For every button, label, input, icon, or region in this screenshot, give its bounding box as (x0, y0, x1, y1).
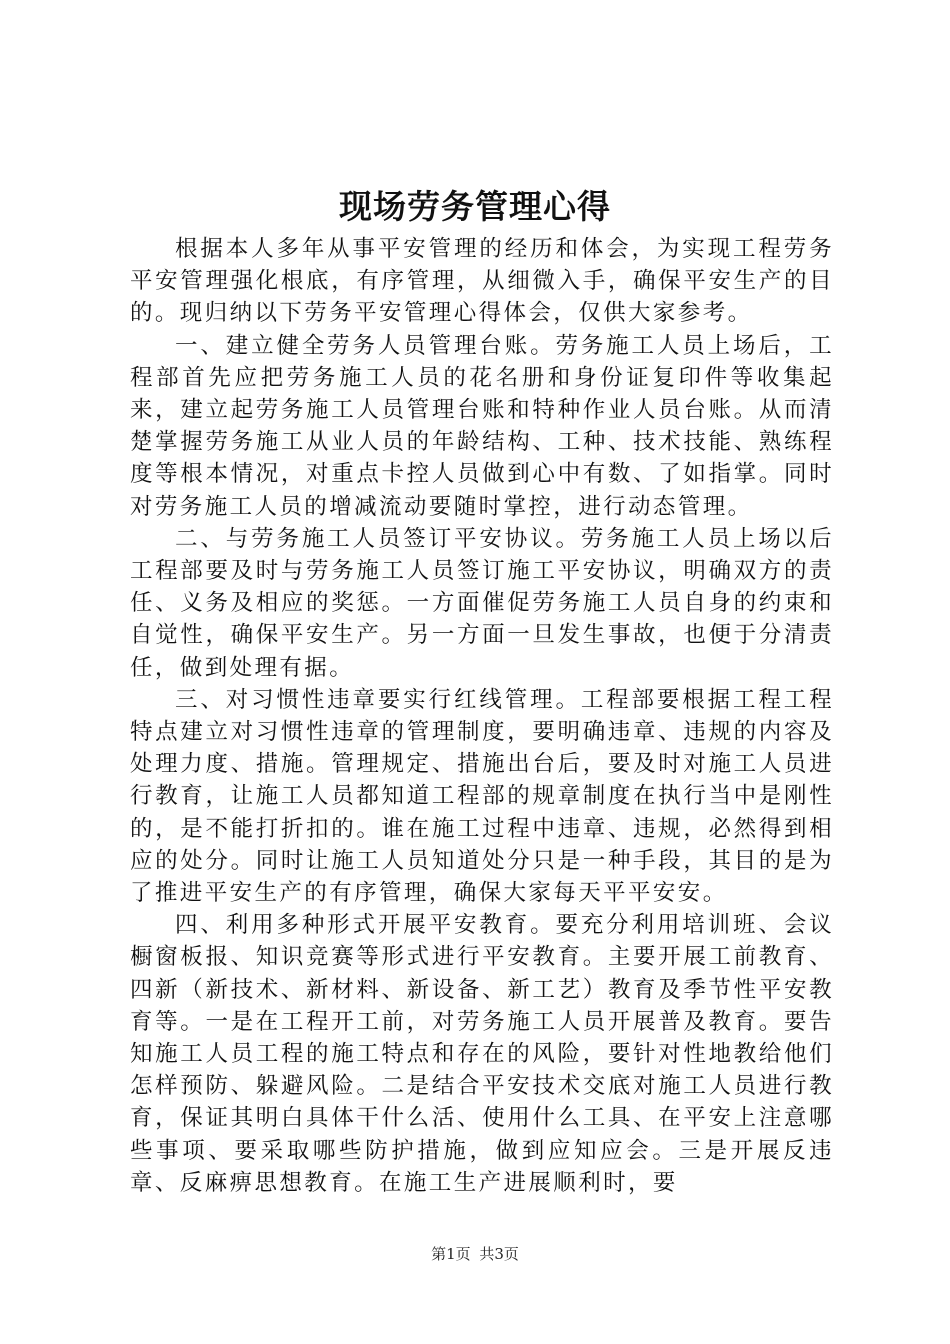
paragraph-section-3: 三、对习惯性违章要实行红线管理。工程部要根据工程工程特点建立对习惯性违章的管理制度，要明确违章、违规的内容及处理力度、措施。管理规定、措施出台后，要及时对施工人员进行教育，让施工人员都知道工程部的规章制度在执行当中是刚性的，是不能打折扣的。谁在施工过程中违章、违规，必然得到相应的处分。同时让施工人员知道处分只是一种手段，其目的是为了推进平安生产的有序管理，确保大家每天平平安安。 (130, 686, 834, 907)
document-body (130, 233, 834, 1199)
paragraph-section-1: 一、建立健全劳务人员管理台账。劳务施工人员上场后，工程部首先应把劳务施工人员的花名册和身份证复印件等收集起来，建立起劳务施工人员管理台账和特种作业人员台账。从而清楚掌握劳务施工从业人员的年龄结构、工种、技术技能、熟练程度等根本情况，对重点卡控人员做到心中有数、了如指掌。同时对劳务施工人员的增减流动要随时掌控，进行动态管理。 (130, 332, 834, 520)
page-footer (0, 1243, 950, 1265)
paragraph-section-4: 四、利用多种形式开展平安教育。要充分利用培训班、会议橱窗板报、知识竞赛等形式进行平安教育。主要开展工前教育、四新（新技术、新材料、新设备、新工艺）教育及季节性平安教育等。一是在工程开工前，对劳务施工人员开展普及教育。要告知施工人员工程的施工特点和存在的风险，要针对性地教给他们怎样预防、躲避风险。二是结合平安技术交底对施工人员进行教育，保证其明白具体干什么活、使用什么工具、在平安上注意哪些事项、要采取哪些防护措施，做到应知应会。三是开展反违章、反麻痹思想教育。在施工生产进展顺利时，要 (130, 912, 834, 1196)
page-total: 共3页 (479, 1245, 519, 1263)
paragraph-intro: 根据本人多年从事平安管理的经历和体会，为实现工程劳务平安管理强化根底，有序管理，从细微入手，确保平安生产的目的。现归纳以下劳务平安管理心得体会，仅供大家参考。 (130, 236, 834, 327)
paragraph-section-2: 二、与劳务施工人员签订平安协议。劳务施工人员上场以后工程部要及时与劳务施工人员签订施工平安协议，明确双方的责任、义务及相应的奖惩。一方面催促劳务施工人员自身的约束和自觉性，确保平安生产。另一方面一旦发生事故，也便于分清责任，做到处理有据。 (130, 525, 834, 681)
page-number: 第1页 (431, 1245, 471, 1263)
document-title: 现场劳务管理心得 (339, 187, 611, 226)
